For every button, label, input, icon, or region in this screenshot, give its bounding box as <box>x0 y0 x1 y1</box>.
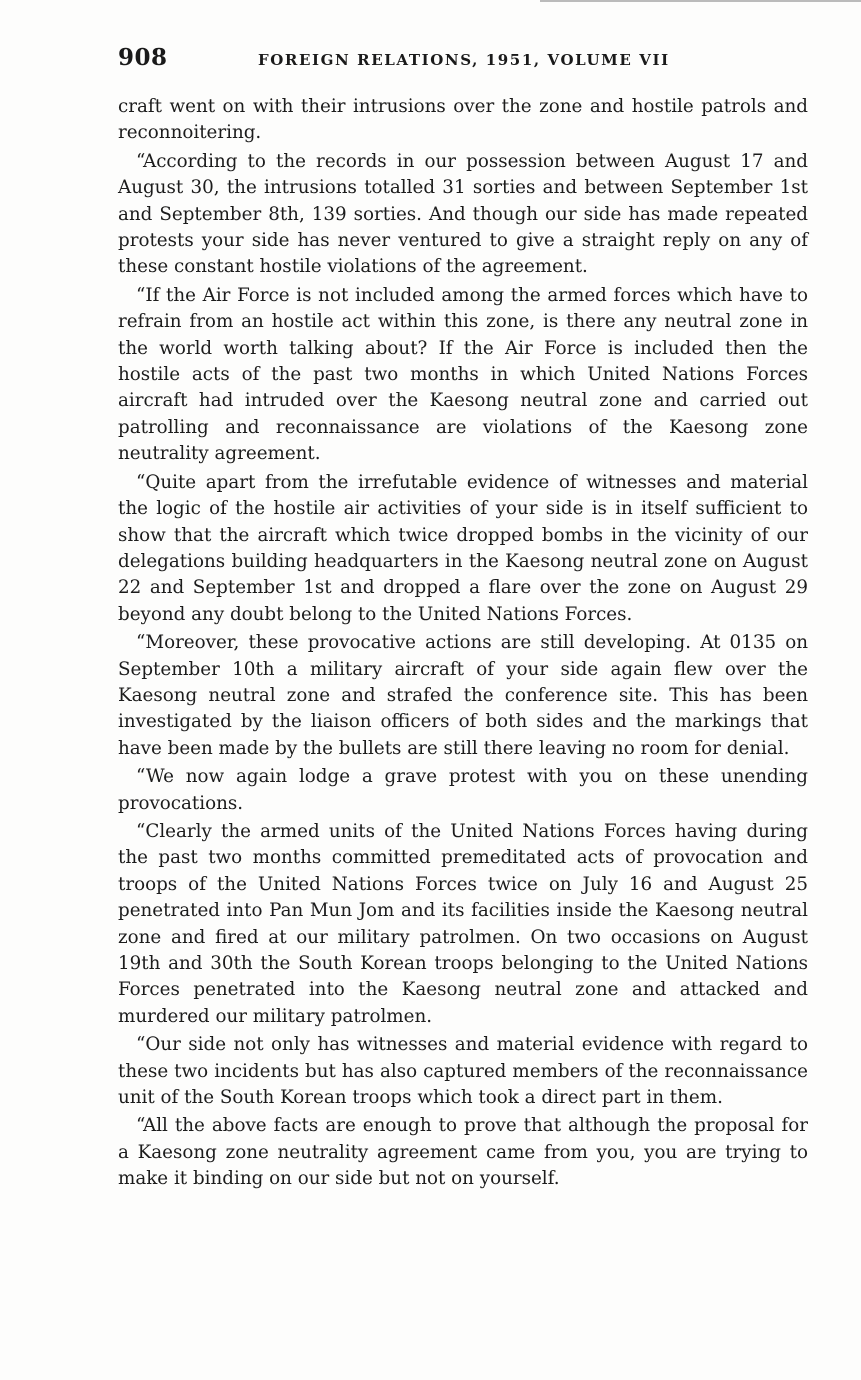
running-head: FOREIGN RELATIONS, 1951, VOLUME VII <box>258 51 670 69</box>
body-text <box>118 94 808 1195</box>
paragraph: “Moreover, these provocative actions are still developing. At 0135 on September 10th a military aircraft of your side again flew over the Kaesong neutral zone and strafed the conference site. This has been investigated by the liaison officers of both sides and the markings that have been made by the bullets are still there leaving no room for denial. <box>118 632 808 759</box>
page-edge-rule <box>540 0 861 2</box>
paragraph-continuation: craft went on with their intrusions over the zone and hostile patrols and reconnoitering. <box>118 96 808 144</box>
paragraph: “We now again lodge a grave protest with you on these unending provocations. <box>118 766 808 814</box>
paragraph: “Our side not only has witnesses and material evidence with regard to these two incidents but has also captured members of the reconnaissance unit of the South Korean troops which took a direct part in them. <box>118 1034 808 1109</box>
page-header <box>118 44 808 78</box>
paragraph: “According to the records in our possession between August 17 and August 30, the intrusions totalled 31 sorties and between September 1st and September 8th, 139 sorties. And though our side has made repeated protests your side has never ventured to give a straight reply on any of these constant hostile violations of the agreement. <box>118 150 808 278</box>
page-number: 908 <box>118 44 168 71</box>
paragraph: “If the Air Force is not included among the armed forces which have to refrain from an hostile act within this zone, is there any neutral zone in the world worth talking about? If the Air Force is included then the hostile acts of the past two months in which United Nations Forces aircraft had intruded over the Kaesong neutral zone and carried out patrolling and reconnaissance are violations of the Kaesong zone neutrality agreement. <box>118 284 808 465</box>
paragraph: “Clearly the armed units of the United Nations Forces having during the past two months committed premeditated acts of provocation and troops of the United Nations Forces twice on July 16 and August 25 penetrated into Pan Mun Jom and its facilities inside the Kaesong neutral zone and fired at our military patrolmen. On two occasions on August 19th and 30th the South Korean troops belonging to the United Nations Forces penetrated into the Kaesong neutral zone and attacked and murdered our military patrolmen. <box>118 820 808 1027</box>
paragraph: “Quite apart from the irrefutable evidence of witnesses and material the logic of the hostile air activities of your side is in itself sufficient to show that the aircraft which twice dropped bombs in the vicinity of our delegations building headquarters in the Kaesong neutral zone on August 22 and September 1st and dropped a flare over the zone on August 29 beyond any doubt belong to the United Nations Forces. <box>118 471 808 625</box>
paragraph: “All the above facts are enough to prove that although the proposal for a Kaesong zone neutrality agreement came from you, you are trying to make it binding on our side but not on yourself. <box>118 1115 808 1190</box>
